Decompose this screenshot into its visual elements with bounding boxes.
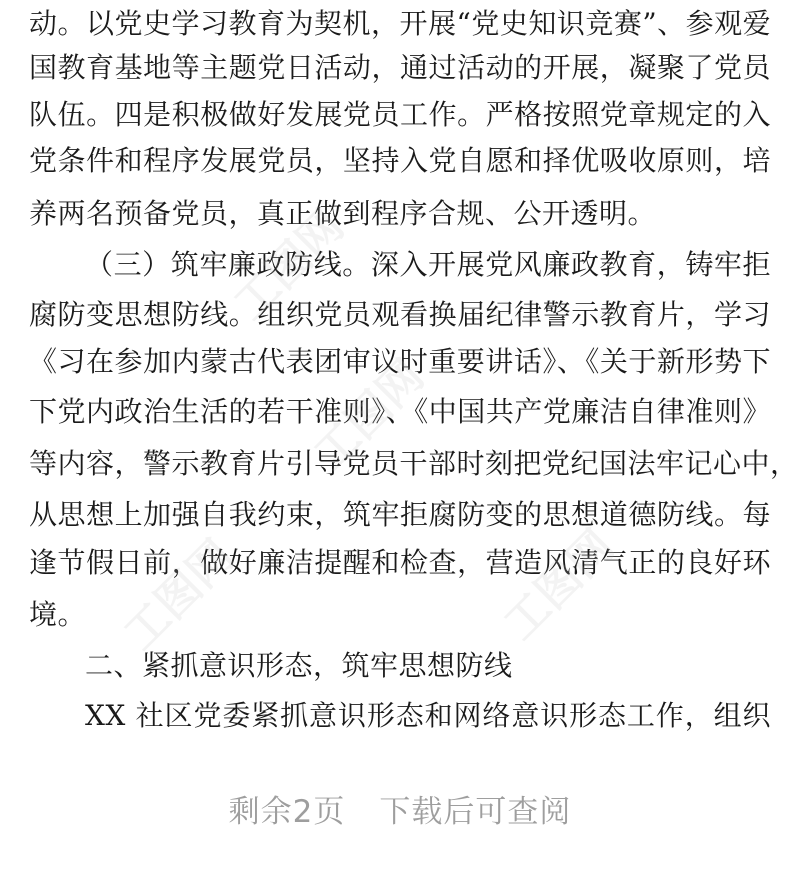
download-notice <box>0 786 800 831</box>
section-heading-line: （三）筑牢廉政防线。深入开展党风廉政教育，铸牢拒 <box>85 248 771 281</box>
paragraph-line: XX 社区党委紧抓意识形态和网络意识形态工作，组织 <box>85 699 771 732</box>
paragraph-line: 下党内政治生活的若干准则》、《中国共产党廉洁自律准则》 <box>29 395 771 428</box>
watermark: 工图网 <box>114 530 244 660</box>
paragraph-line: 国教育基地等主题党日活动，通过活动的开展，凝聚了党员 <box>29 51 771 84</box>
watermark: 工图网 <box>494 520 624 650</box>
paragraph-line: 逢节假日前，做好廉洁提醒和检查，营造风清气正的良好环 <box>29 546 771 579</box>
paragraph-line: 从思想上加强自我约束，筑牢拒腐防变的思想道德防线。每 <box>29 498 771 531</box>
watermark: 工图网 <box>224 200 354 330</box>
paragraph-line: 党条件和程序发展党员，坚持入党自愿和择优吸收原则，培 <box>29 144 771 177</box>
paragraph-line: 动。以党史学习教育为契机，开展“党史知识竞赛”、参观爱 <box>29 7 772 40</box>
paragraph-line: 队伍。四是积极做好发展党员工作。严格按照党章规定的入 <box>29 98 771 131</box>
paragraph-line: 等内容，警示教育片引导党员干部时刻把党纪国法牢记心中， <box>29 447 799 480</box>
remaining-pages-text: 剩余2页 <box>228 794 346 830</box>
paragraph-line: 《习在参加内蒙古代表团审议时重要讲话》、《关于新形势下 <box>29 345 771 378</box>
chapter-heading: 二、紧抓意识形态，筑牢思想防线 <box>85 649 513 682</box>
download-to-view-text: 下载后可查阅 <box>379 794 572 830</box>
paragraph-line: 境。 <box>29 598 87 631</box>
paragraph-line: 养两名预备党员，真正做到程序合规、公开透明。 <box>29 197 657 230</box>
watermark: 工图网 <box>304 350 434 480</box>
paragraph-line: 腐防变思想防线。组织党员观看换届纪律警示教育片，学习 <box>29 298 771 331</box>
